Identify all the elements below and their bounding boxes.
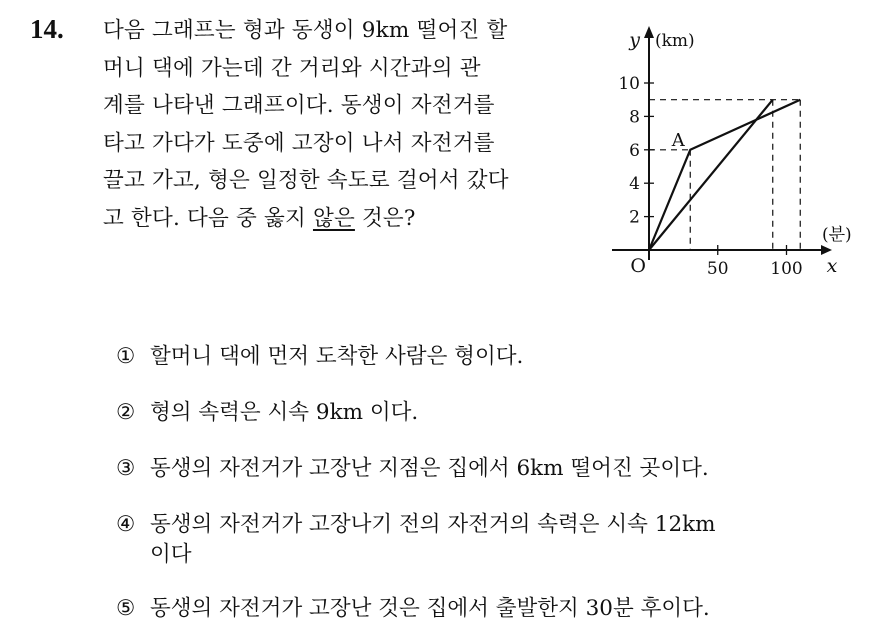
distance-time-graph [600,18,860,288]
y-tick-label: 2 [629,207,640,228]
x-axis-unit: (분) [822,225,852,245]
y-tick-label: 8 [629,107,640,128]
x-tick-label: 100 [770,259,803,279]
choice-text: 할머니 댁에 먼저 도착한 사람은 형이다. [150,344,524,369]
choice-5[interactable] [116,594,710,624]
choice-text: 동생의 자전거가 고장난 것은 집에서 출발한지 30분 후이다. [150,596,710,621]
x-tick-label: 50 [706,259,729,279]
choice-text: 동생의 자전거가 고장나기 전의 자전거의 속력은 시속 12km [150,512,716,537]
series-line-1 [649,100,800,250]
choice-3[interactable] [116,454,709,484]
y-axis-label: y [629,29,640,51]
y-axis-arrow [644,26,654,38]
x-axis-label: x [826,255,838,277]
question-line: 끌고 가고, 형은 일정한 속도로 걸어서 갔다 [103,168,509,193]
choice-2[interactable] [116,398,418,428]
point-a-label: A [671,129,685,151]
y-tick-label: 6 [629,140,640,161]
choice-text-continuation: 이다 [150,542,192,567]
choice-marker: ④ [116,512,136,537]
question-line: 다음 그래프는 형과 동생이 9km 떨어진 할 [103,18,508,43]
x-axis-arrow [821,245,832,255]
y-axis-unit: (km) [655,31,695,51]
y-tick-label: 10 [618,74,640,94]
choice-text: 형의 속력은 시속 9km 이다. [150,400,419,425]
y-tick-label: 4 [629,174,640,195]
choice-marker: ⑤ [116,596,136,621]
origin-label: O [630,255,646,277]
question-line: 머니 댁에 가는데 간 거리와 시간과의 관 [103,55,481,81]
question-line: 계를 나타낸 그래프이다. 동생이 자전거를 [103,93,495,118]
question-last-suffix: 것은? [354,205,416,231]
choice-1[interactable] [116,342,523,372]
choice-marker: ① [116,344,136,369]
choice-4[interactable] [116,510,716,570]
underlined-negation: 않은 [312,205,355,231]
question-last-line [103,200,583,238]
question-text [103,12,583,237]
question-line: 타고 가다가 도중에 고장이 나서 자전거를 [103,130,495,156]
question-number: 14. [30,14,64,44]
choice-marker: ② [116,400,136,425]
choice-text: 동생의 자전거가 고장난 지점은 집에서 6km 떨어진 곳이다. [150,456,709,481]
question-last-prefix: 고 한다. 다음 중 옳지 [103,205,313,231]
series-line-2 [649,100,773,250]
choice-marker: ③ [116,456,136,481]
